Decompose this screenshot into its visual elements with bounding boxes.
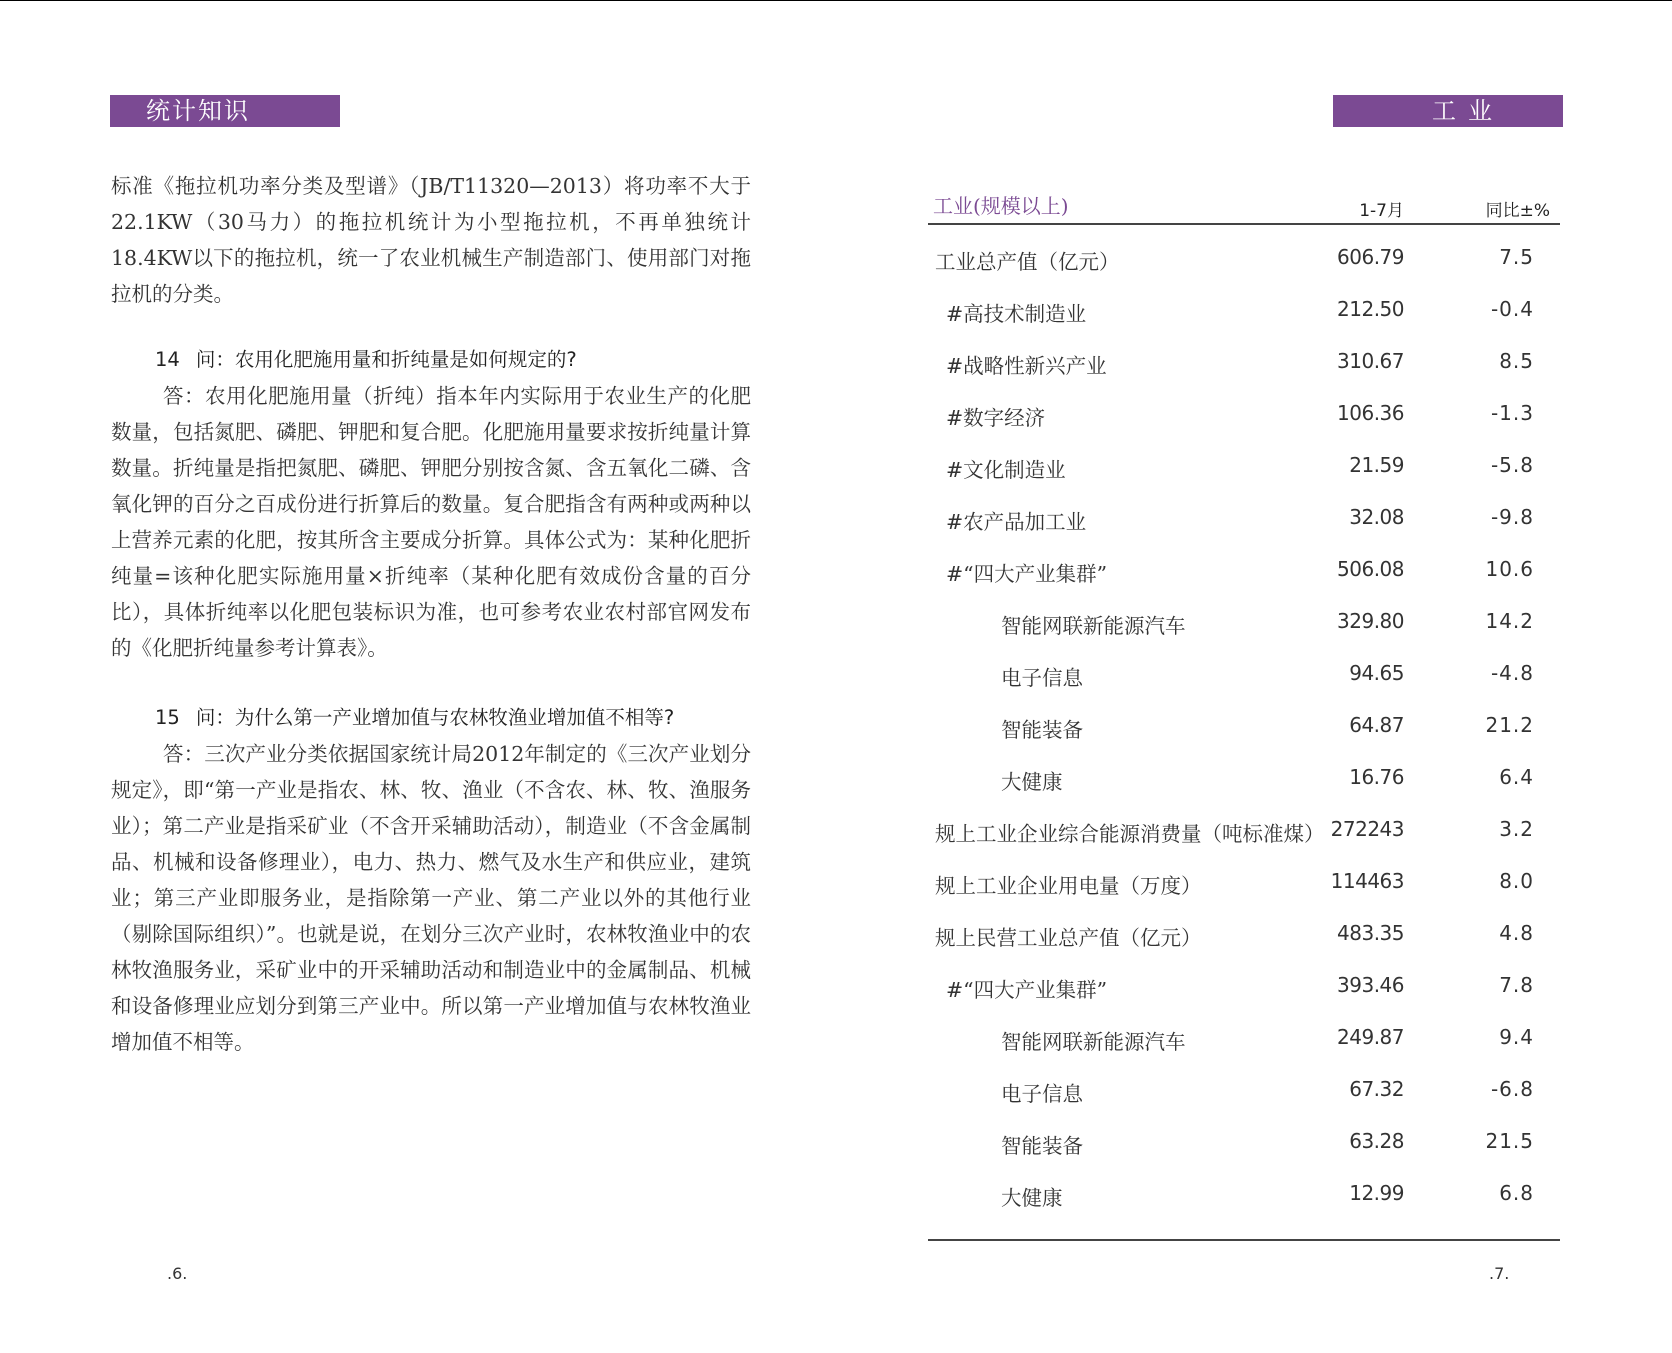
left-header-band [110, 95, 340, 127]
right-header-title: 工业 [1432, 97, 1504, 125]
row-yoy: -0.4 [1490, 297, 1534, 321]
table-row [928, 543, 1560, 595]
row-label: 规上工业企业综合能源消费量（吨标准煤） [935, 822, 1325, 846]
industry-table [928, 190, 1560, 1219]
table-bottom-rule [928, 1239, 1560, 1241]
row-yoy: -9.8 [1490, 505, 1534, 529]
right-page-number: .7. [1489, 1264, 1510, 1283]
row-value: 16.76 [1349, 765, 1404, 789]
row-value: 67.32 [1349, 1077, 1404, 1101]
row-value: 483.35 [1337, 921, 1404, 945]
row-yoy: 21.5 [1485, 1129, 1534, 1153]
row-value: 32.08 [1349, 505, 1404, 529]
left-header-title: 统计知识 [146, 97, 250, 125]
column-header-period: 1-7月 [1359, 201, 1404, 221]
question-14-heading [111, 342, 751, 378]
table-row [928, 1167, 1560, 1219]
table-row [928, 959, 1560, 1011]
left-page-body [111, 168, 751, 1060]
row-label: #“四大产业集群” [946, 562, 1108, 586]
row-value: 212.50 [1337, 297, 1404, 321]
row-value: 329.80 [1337, 609, 1404, 633]
row-label: #文化制造业 [946, 458, 1066, 482]
row-label: 智能装备 [1001, 718, 1083, 742]
question-15-heading [111, 700, 751, 736]
row-yoy: 8.5 [1499, 349, 1534, 373]
row-yoy: 7.8 [1499, 973, 1534, 997]
table-title: 工业(规模以上) [933, 194, 1069, 218]
left-page-number: .6. [167, 1264, 188, 1283]
table-row [928, 1063, 1560, 1115]
row-label: 规上工业企业用电量（万度） [935, 874, 1202, 898]
table-row [928, 855, 1560, 907]
row-label: 电子信息 [1001, 666, 1083, 690]
question-14-title: 问：农用化肥施用量和折纯量是如何规定的? [195, 348, 577, 371]
column-header-yoy: 同比±% [1485, 201, 1550, 221]
row-value: 310.67 [1337, 349, 1404, 373]
row-label: 工业总产值（亿元） [935, 250, 1120, 274]
row-yoy: 9.4 [1499, 1025, 1534, 1049]
row-value: 64.87 [1349, 713, 1404, 737]
row-label: 智能装备 [1001, 1134, 1083, 1158]
row-label: 规上民营工业总产值（亿元） [935, 926, 1202, 950]
row-label: 大健康 [1001, 770, 1063, 794]
row-value: 12.99 [1349, 1181, 1404, 1205]
row-label: #数字经济 [946, 406, 1046, 430]
row-yoy: -4.8 [1490, 661, 1534, 685]
row-value: 606.79 [1337, 245, 1404, 269]
row-yoy: 7.5 [1499, 245, 1534, 269]
row-yoy: -6.8 [1490, 1077, 1534, 1101]
row-yoy: 3.2 [1499, 817, 1534, 841]
row-value: 21.59 [1349, 453, 1404, 477]
table-row [928, 283, 1560, 335]
table-row [928, 491, 1560, 543]
table-row [928, 439, 1560, 491]
row-yoy: 14.2 [1485, 609, 1534, 633]
question-14-number: 14 [155, 348, 180, 371]
row-yoy: -1.3 [1490, 401, 1534, 425]
row-label: #农产品加工业 [946, 510, 1087, 534]
table-row [928, 335, 1560, 387]
row-yoy: -5.8 [1490, 453, 1534, 477]
row-value: 272243 [1330, 817, 1404, 841]
row-label: #战略性新兴产业 [946, 354, 1107, 378]
table-body [928, 225, 1560, 1219]
row-label: 电子信息 [1001, 1082, 1083, 1106]
table-row [928, 647, 1560, 699]
question-15-title: 问：为什么第一产业增加值与农林牧渔业增加值不相等? [195, 706, 675, 729]
row-value: 94.65 [1349, 661, 1404, 685]
table-row [928, 387, 1560, 439]
answer-14-paragraph: 答：农用化肥施用量（折纯）指本年内实际用于农业生产的化肥数量，包括氮肥、磷肥、钾肥和复合肥。化肥施用量要求按折纯量计算数量。折纯量是指把氮肥、磷肥、钾肥分别按含氮、含五氧化二磷、含氧化钾的百分之百成份进行折算后的数量。复合肥指含有两种或两种以上营养元素的化肥，按其所含主要成分折算。具体公式为：某种化肥折纯量=该种化肥实际施用量×折纯率（某种化肥有效成份含量的百分比），具体折纯率以化肥包装标识为准，也可参考农业农村部官网发布的《化肥折纯量参考计算表》。 [111, 384, 751, 660]
row-label: 大健康 [1001, 1186, 1063, 1210]
table-row [928, 1011, 1560, 1063]
row-label: 智能网联新能源汽车 [1001, 1030, 1186, 1054]
row-yoy: 6.4 [1499, 765, 1534, 789]
answer-15-paragraph: 答：三次产业分类依据国家统计局2012年制定的《三次产业划分规定》，即“第一产业是指农、林、牧、渔业（不含农、林、牧、渔服务业）；第二产业是指采矿业（不含开采辅助活动），制造业（不含金属制品、机械和设备修理业），电力、热力、燃气及水生产和供应业，建筑业；第三产业即服务业，是指除第一产业、第二产业以外的其他行业（剔除国际组织）”。也就是说，在划分三次产业时，农林牧渔业中的农林牧渔服务业，采矿业中的开采辅助活动和制造业中的金属制品、机械和设备修理业应划分到第三产业中。所以第一产业增加值与农林牧渔业增加值不相等。 [111, 742, 751, 1054]
row-label: #高技术制造业 [946, 302, 1087, 326]
row-yoy: 8.0 [1499, 869, 1534, 893]
row-value: 249.87 [1337, 1025, 1404, 1049]
table-row [928, 699, 1560, 751]
row-yoy: 21.2 [1485, 713, 1534, 737]
row-value: 393.46 [1337, 973, 1404, 997]
row-yoy: 4.8 [1499, 921, 1534, 945]
row-value: 63.28 [1349, 1129, 1404, 1153]
question-15-number: 15 [155, 706, 180, 729]
table-row [928, 1115, 1560, 1167]
row-value: 106.36 [1337, 401, 1404, 425]
row-value: 114463 [1330, 869, 1404, 893]
table-row [928, 595, 1560, 647]
table-row [928, 231, 1560, 283]
row-yoy: 6.8 [1499, 1181, 1534, 1205]
right-header-band [1333, 95, 1563, 127]
top-border [0, 0, 1672, 1]
table-row [928, 907, 1560, 959]
table-header [928, 190, 1560, 225]
row-value: 506.08 [1337, 557, 1404, 581]
row-label: #“四大产业集群” [946, 978, 1108, 1002]
table-row [928, 803, 1560, 855]
row-label: 智能网联新能源汽车 [1001, 614, 1186, 638]
table-row [928, 751, 1560, 803]
row-yoy: 10.6 [1485, 557, 1534, 581]
intro-paragraph: 标准《拖拉机功率分类及型谱》（JB/T11320—2013）将功率不大于22.1KW（30马力）的拖拉机统计为小型拖拉机，不再单独统计18.4KW以下的拖拉机，统一了农业机械生产制造部门、使用部门对拖拉机的分类。 [111, 174, 751, 306]
